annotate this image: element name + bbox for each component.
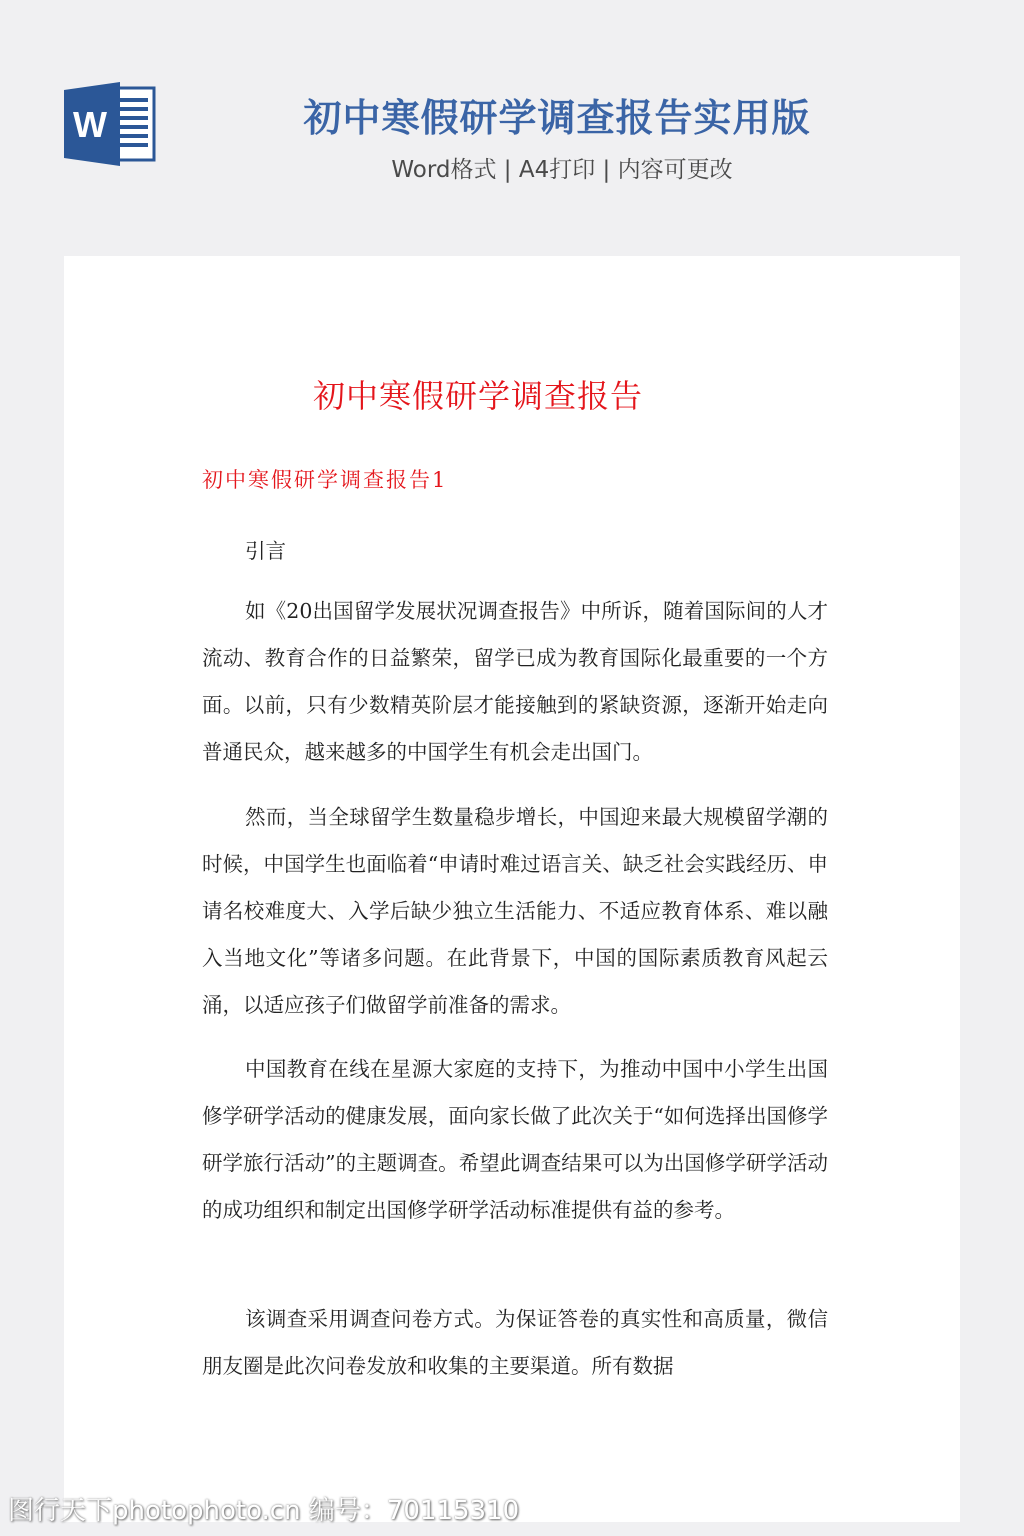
header-subtitle: Word格式 | A4打印 | 内容可更改: [391, 157, 733, 183]
paragraph-2: 然而，当全球留学生数量稳步增长，中国迎来最大规模留学潮的时候，中国学生也面临着“申请时难过语言关、缺乏社会实践经历、申请名校难度大、入学后缺少独立生活能力、不适应教育体系、难以融入当地文化”等诸多问题。在此背景下，中国的国际素质教育风起云涌，以适应孩子们做留学前准备的需求。: [202, 805, 828, 1017]
document-title: 初中寒假研学调查报告: [312, 377, 643, 415]
header-title: 初中寒假研学调查报告实用版: [303, 96, 811, 140]
paragraph-1: 如《20出国留学发展状况调查报告》中所诉，随着国际间的人才流动、教育合作的日益繁荣，留学已成为教育国际化最重要的一个方面。以前，只有少数精英阶层才能接触到的紧缺资源，逐渐开始走向普通民众，越来越多的中国学生有机会走出国门。: [202, 599, 828, 764]
watermark-text: 图行天下photophoto.cn 编号：70115310: [8, 1496, 520, 1526]
header-banner: [0, 0, 1024, 256]
paragraph-intro-label: 引言: [245, 539, 287, 563]
document-section-heading: 初中寒假研学调查报告1: [202, 468, 448, 492]
paragraph-3: 中国教育在线在星源大家庭的支持下，为推动中国中小学生出国修学研学活动的健康发展，面向家长做了此次关于“如何选择出国修学研学旅行活动”的主题调查。希望此调查结果可以为出国修学研学活动的成功组织和制定出国修学研学活动标准提供有益的参考。: [202, 1057, 828, 1222]
word-logo-letter: W: [73, 104, 107, 145]
paragraph-4: 该调查采用调查问卷方式。为保证答卷的真实性和高质量，微信朋友圈是此次问卷发放和收集的主要渠道。所有数据: [202, 1307, 828, 1378]
